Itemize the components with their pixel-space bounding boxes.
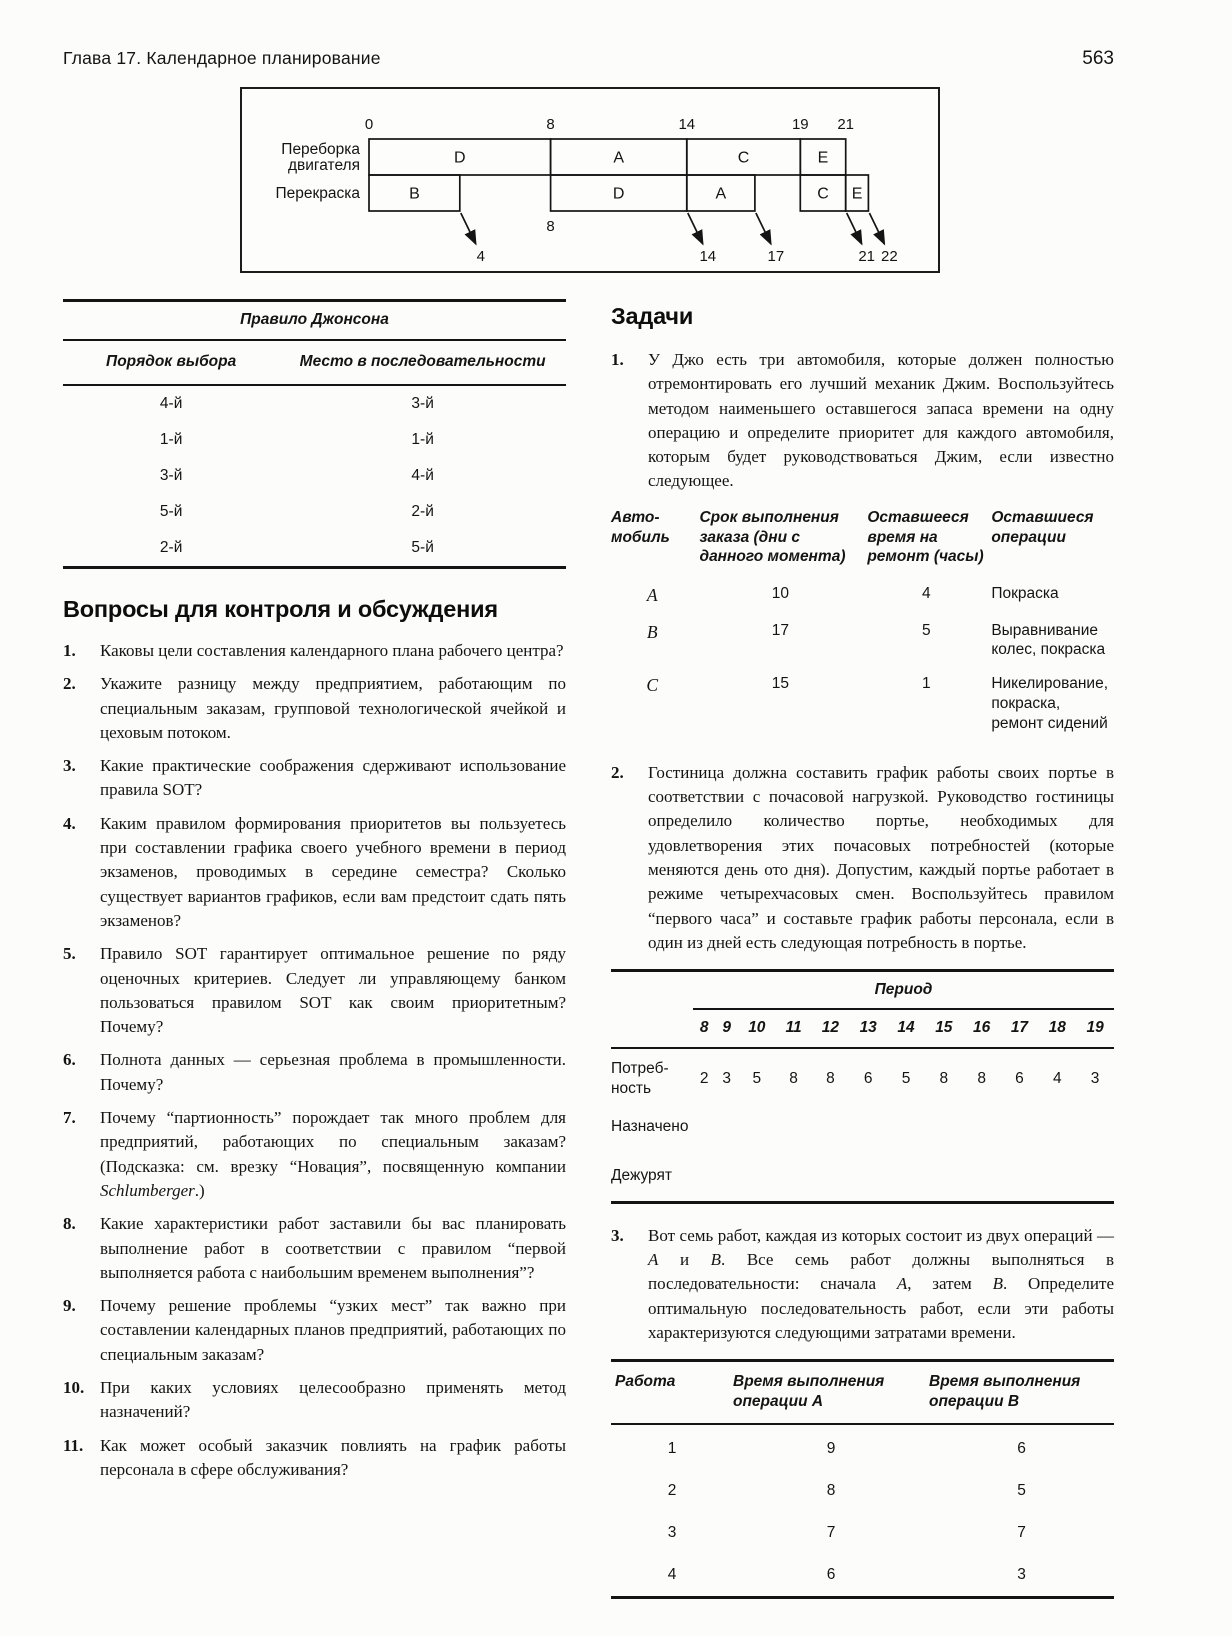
question-text: Укажите разницу между предприятием, работающим по специальным заказам, групповой технологической ячейкой и цеховым потоком.: [100, 674, 566, 742]
period-hour-header: 13: [849, 1009, 887, 1048]
gantt-row-label: двигателя: [288, 157, 360, 174]
question-text: Правило SOT гарантирует оптимальное решение по ряду оценочных критериев. Следует ли управляющему банком пользоваться правилом SOT как своим приоритетным? Почему?: [100, 944, 566, 1037]
period-value-cell: 4: [1052, 1069, 1062, 1087]
period-value-cell: [811, 1151, 849, 1202]
gantt-row-label: Перекраска: [275, 185, 360, 202]
period-hour-header: 16: [963, 1009, 1001, 1048]
cars-col-ops: Оставшиеся операции: [991, 508, 1094, 546]
question-item: [63, 754, 566, 803]
problem-number: 2.: [611, 762, 624, 782]
johnson-col-order: Порядок выбора: [63, 340, 279, 385]
gantt-arrow-label: 4: [476, 248, 485, 265]
period-row-label: Назначено: [611, 1117, 689, 1135]
jobs-col-job: Работа: [611, 1361, 733, 1425]
gantt-block-label: E: [817, 149, 829, 167]
problem-number: 3.: [611, 1225, 624, 1245]
gantt-top-tick: 8: [546, 116, 555, 133]
period-value-cell: 6: [863, 1069, 873, 1087]
jobs-cell: 1: [667, 1440, 677, 1458]
period-hour-header: 14: [887, 1009, 925, 1048]
period-hour-header: 9: [715, 1009, 737, 1048]
gantt-arrow-label: 14: [699, 248, 717, 265]
gantt-arrow: [688, 213, 703, 244]
cars-row: [611, 614, 1114, 668]
jobs-row: [611, 1512, 1114, 1554]
right-column: [611, 299, 1114, 1599]
problem-1: [611, 348, 1114, 494]
question-number: 8.: [63, 1214, 76, 1234]
period-hour-header: 11: [776, 1009, 812, 1048]
car-due-cell: 15: [771, 675, 790, 693]
johnson-cell: 5-й: [159, 503, 183, 520]
johnson-cell: 2-й: [411, 503, 434, 520]
chapter-title: Глава 17. Календарное планирование: [63, 48, 381, 68]
question-text: Каковы цели составления календарного плана рабочего центра?: [100, 641, 564, 660]
car-name-cell: A: [646, 585, 658, 606]
johnson-row: [63, 385, 566, 422]
problems-heading: Задачи: [611, 303, 694, 329]
jobs-cell: 6: [1017, 1440, 1026, 1458]
period-hour-header: 8: [693, 1009, 715, 1048]
jobs-cell: 9: [826, 1440, 836, 1458]
period-value-cell: [811, 1102, 849, 1151]
johnson-cell: 2-й: [159, 539, 183, 556]
gantt-top-tick: 19: [791, 116, 809, 133]
jobs-row: [611, 1554, 1114, 1598]
question-text: Почему “партионность” порождает так много проблем для предприятий, работающих по специальным заказам? (Подсказка: см. врезку “Новация”, посвященную компании Schlumberger.): [100, 1108, 566, 1200]
johnson-cell: 4-й: [411, 467, 434, 484]
period-table: [611, 969, 1114, 1204]
cars-row: [611, 577, 1114, 613]
period-value-cell: [849, 1151, 887, 1202]
period-value-cell: 8: [789, 1069, 798, 1087]
cars-table: [611, 506, 1114, 741]
problem-text: Вот семь работ, каждая из которых состоит из двух операций — A и B. Все семь работ должны выполняться в последовательности: сначала A, затем B. Определите оптимальную последовательность работ, если эти работы характеризуются следующими затратами времени.: [648, 1225, 1114, 1342]
cars-col-time: Оставшееся время на ремонт (часы): [867, 508, 984, 566]
johnson-cell: 3-й: [159, 467, 183, 484]
period-hour-header: 19: [1076, 1009, 1114, 1048]
question-item: [63, 639, 566, 663]
jobs-col-b: Время выполнения операции B: [929, 1361, 1114, 1425]
problem-text: Гостиница должна составить график работы своих портье в соответствии с почасовой нагрузкой. Руководство гостиницы определило количество портье, необходимых для удовлетворения этих почасовых потребностей (которые меняются день ото дня). Допустим, каждый портье работает в режиме четырехчасовых смен. Воспользуйтесь правилом “первого часа” и составьте график работы персонала, если в один из дней есть следующая потребность в портье.: [648, 762, 1114, 952]
period-value-cell: 5: [901, 1069, 911, 1087]
period-value-cell: [693, 1151, 715, 1202]
period-hour-header: 15: [925, 1009, 963, 1048]
gantt-top-tick: 14: [678, 116, 696, 133]
period-value-cell: [963, 1151, 1001, 1202]
page-header: [63, 48, 1114, 70]
johnson-cell: 1-й: [159, 431, 183, 448]
period-value-cell: [1038, 1151, 1076, 1202]
period-value-cell: [887, 1102, 925, 1151]
period-value-cell: [738, 1102, 776, 1151]
question-number: 7.: [63, 1108, 76, 1128]
period-data-row: [611, 1151, 1114, 1202]
gantt-block-label: C: [737, 149, 750, 167]
gantt-block-label: A: [613, 149, 625, 167]
left-column: [63, 299, 566, 1599]
period-hour-header: 10: [738, 1009, 776, 1048]
gantt-block-label: D: [454, 149, 466, 167]
period-value-cell: [715, 1102, 737, 1151]
car-due-cell: 17: [771, 621, 790, 639]
period-hour-header: 18: [1038, 1009, 1076, 1048]
gantt-row-label: Переборка: [281, 141, 360, 158]
question-number: 2.: [63, 674, 76, 694]
period-row-label: Дежурят: [611, 1167, 673, 1185]
jobs-cell: 3: [667, 1524, 677, 1542]
car-ops-cell: Выравнивание колес, покраска: [991, 621, 1106, 659]
period-data-row: [611, 1048, 1114, 1102]
gantt-arrow-label: 21: [858, 248, 876, 265]
period-group-row: [611, 971, 1114, 1010]
page-number: 563: [1082, 48, 1114, 69]
gantt-block-label: B: [409, 185, 420, 203]
gantt-chart: [242, 89, 938, 269]
period-hour-header: 17: [1001, 1009, 1039, 1048]
period-value-cell: 6: [1015, 1069, 1024, 1087]
gantt-bottom-tick: 8: [546, 218, 555, 235]
question-text: Каким правилом формирования приоритетов вы пользуетесь при составлении графика своего учебного времени в период экзаменов, проводимых в середине семестра? Сколько существует вариантов графиков, если вам предстоит сдать пять экзаменов?: [100, 813, 566, 930]
period-row-label: Потребность: [611, 1060, 669, 1097]
gantt-arrow-label: 17: [767, 248, 785, 265]
gantt-block-label: D: [612, 185, 625, 203]
jobs-cell: 8: [826, 1482, 836, 1500]
question-number: 1.: [63, 641, 76, 660]
question-number: 5.: [63, 944, 76, 964]
period-value-cell: [887, 1151, 925, 1202]
period-value-cell: [1076, 1151, 1114, 1202]
gantt-arrow: [869, 213, 884, 244]
question-item: [63, 812, 566, 933]
question-item: [63, 1048, 566, 1097]
period-value-cell: [1038, 1102, 1076, 1151]
question-item: [63, 1106, 566, 1203]
gantt-block-label: C: [817, 185, 829, 203]
johnson-row: [63, 494, 566, 530]
johnson-cell: 1-й: [411, 431, 434, 448]
period-value-cell: 8: [939, 1069, 949, 1087]
period-value-cell: 3: [722, 1069, 731, 1087]
period-value-cell: [738, 1151, 776, 1202]
problem-number: 1.: [611, 350, 624, 369]
question-text: Как может особый заказчик повлиять на график работы персонала в сфере обслуживания?: [100, 1435, 566, 1479]
question-item: [63, 1294, 566, 1367]
question-item: [63, 942, 566, 1039]
jobs-cell: 6: [826, 1566, 836, 1584]
problem-3: [611, 1224, 1114, 1345]
questions-heading: Вопросы для контроля и обсуждения: [63, 596, 498, 622]
period-value-cell: 3: [1090, 1069, 1100, 1087]
car-time-cell: 1: [922, 675, 931, 693]
jobs-cell: 7: [1017, 1524, 1026, 1542]
cars-row: [611, 667, 1114, 740]
car-ops-cell: Никелирование, покраска, ремонт сидений: [991, 675, 1108, 732]
period-group-header: Период: [693, 971, 1114, 1010]
car-name-cell: C: [646, 675, 659, 696]
problem-text: У Джо есть три автомобиля, которые должен полностью отремонтировать его лучший механик Джим. Воспользуйтесь методом наименьшего оставшегося запаса времени на одну операцию и определите приоритет для каждого автомобиля, которым будет руководствоваться Джим, если известно следующее.: [648, 350, 1114, 491]
johnson-row: [63, 422, 566, 458]
johnson-rule-table: [63, 299, 566, 569]
johnson-col-place: Место в последовательности: [279, 340, 566, 385]
question-text: Какие характеристики работ заставили бы вас планировать выполнение работ в соответствии с правилом “первой выполняется работа с наибольшим временем выполнения”?: [100, 1214, 566, 1282]
question-item: [63, 1434, 566, 1483]
period-value-cell: 2: [699, 1069, 709, 1087]
gantt-arrow: [461, 213, 476, 244]
question-number: 9.: [63, 1296, 76, 1316]
johnson-cell: 3-й: [411, 395, 434, 412]
jobs-row: [611, 1424, 1114, 1470]
johnson-cell: 5-й: [411, 539, 434, 556]
problem-2: [611, 761, 1114, 955]
period-value-cell: [776, 1151, 812, 1202]
cars-col-due: Срок выполнения заказа (дни с данного момента): [699, 508, 846, 566]
jobs-cell: 5: [1017, 1482, 1026, 1500]
jobs-row: [611, 1470, 1114, 1512]
period-value-cell: 5: [752, 1069, 762, 1087]
gantt-arrow: [847, 213, 862, 244]
jobs-table: [611, 1359, 1114, 1599]
johnson-row: [63, 458, 566, 494]
period-value-cell: [925, 1102, 963, 1151]
question-item: [63, 672, 566, 745]
gantt-top-tick: 21: [837, 116, 855, 133]
questions-list: [63, 639, 566, 1482]
question-item: [63, 1212, 566, 1285]
jobs-cell: 7: [826, 1524, 836, 1542]
gantt-block-label: A: [715, 185, 727, 203]
question-text: Какие практические соображения сдерживают использование правила SOT?: [100, 756, 566, 800]
gantt-arrow-label: 22: [881, 248, 898, 265]
period-value-cell: [1001, 1151, 1039, 1202]
gantt-top-tick: 0: [364, 116, 374, 133]
johnson-cell: 4-й: [159, 395, 183, 412]
content-columns: [63, 299, 1114, 1599]
question-text: Почему решение проблемы “узких мест” так важно при составлении календарных планов предприятий, работающих по специальным заказам?: [100, 1296, 566, 1364]
car-name-cell: B: [646, 621, 658, 642]
question-item: [63, 1376, 566, 1425]
jobs-col-a: Время выполнения операции A: [733, 1361, 929, 1425]
question-number: 3.: [63, 756, 76, 776]
question-number: 11.: [63, 1435, 84, 1455]
period-value-cell: [1001, 1102, 1039, 1151]
period-value-cell: [715, 1151, 737, 1202]
johnson-table-title: Правило Джонсона: [63, 301, 566, 341]
period-value-cell: 8: [826, 1069, 835, 1087]
period-value-cell: [1076, 1102, 1114, 1151]
jobs-cell: 2: [667, 1482, 677, 1500]
period-value-cell: [963, 1102, 1001, 1151]
question-text: При каких условиях целесообразно применять метод назначений?: [100, 1378, 566, 1422]
jobs-cell: 4: [667, 1566, 677, 1584]
period-value-cell: [776, 1102, 812, 1151]
period-value-cell: [849, 1102, 887, 1151]
jobs-cell: 3: [1017, 1566, 1026, 1584]
question-text: Полнота данных — серьезная проблема в промышленности. Почему?: [100, 1050, 566, 1094]
period-hour-header: 12: [811, 1009, 849, 1048]
cars-col-car: Авто-мобиль: [611, 508, 670, 546]
johnson-row: [63, 530, 566, 568]
car-due-cell: 10: [771, 585, 790, 603]
car-time-cell: 4: [922, 585, 931, 603]
gantt-arrow: [756, 213, 771, 244]
period-data-row: [611, 1102, 1114, 1151]
period-value-cell: 8: [977, 1069, 986, 1087]
period-value-cell: [925, 1151, 963, 1202]
question-number: 4.: [63, 813, 76, 833]
period-hours-row: [611, 1009, 1114, 1048]
period-value-cell: [693, 1102, 715, 1151]
car-time-cell: 5: [922, 621, 931, 639]
question-number: 10.: [63, 1378, 85, 1398]
gantt-figure: [240, 87, 940, 273]
question-number: 6.: [63, 1050, 76, 1070]
gantt-block-label: E: [851, 185, 863, 203]
car-ops-cell: Покраска: [991, 585, 1059, 603]
